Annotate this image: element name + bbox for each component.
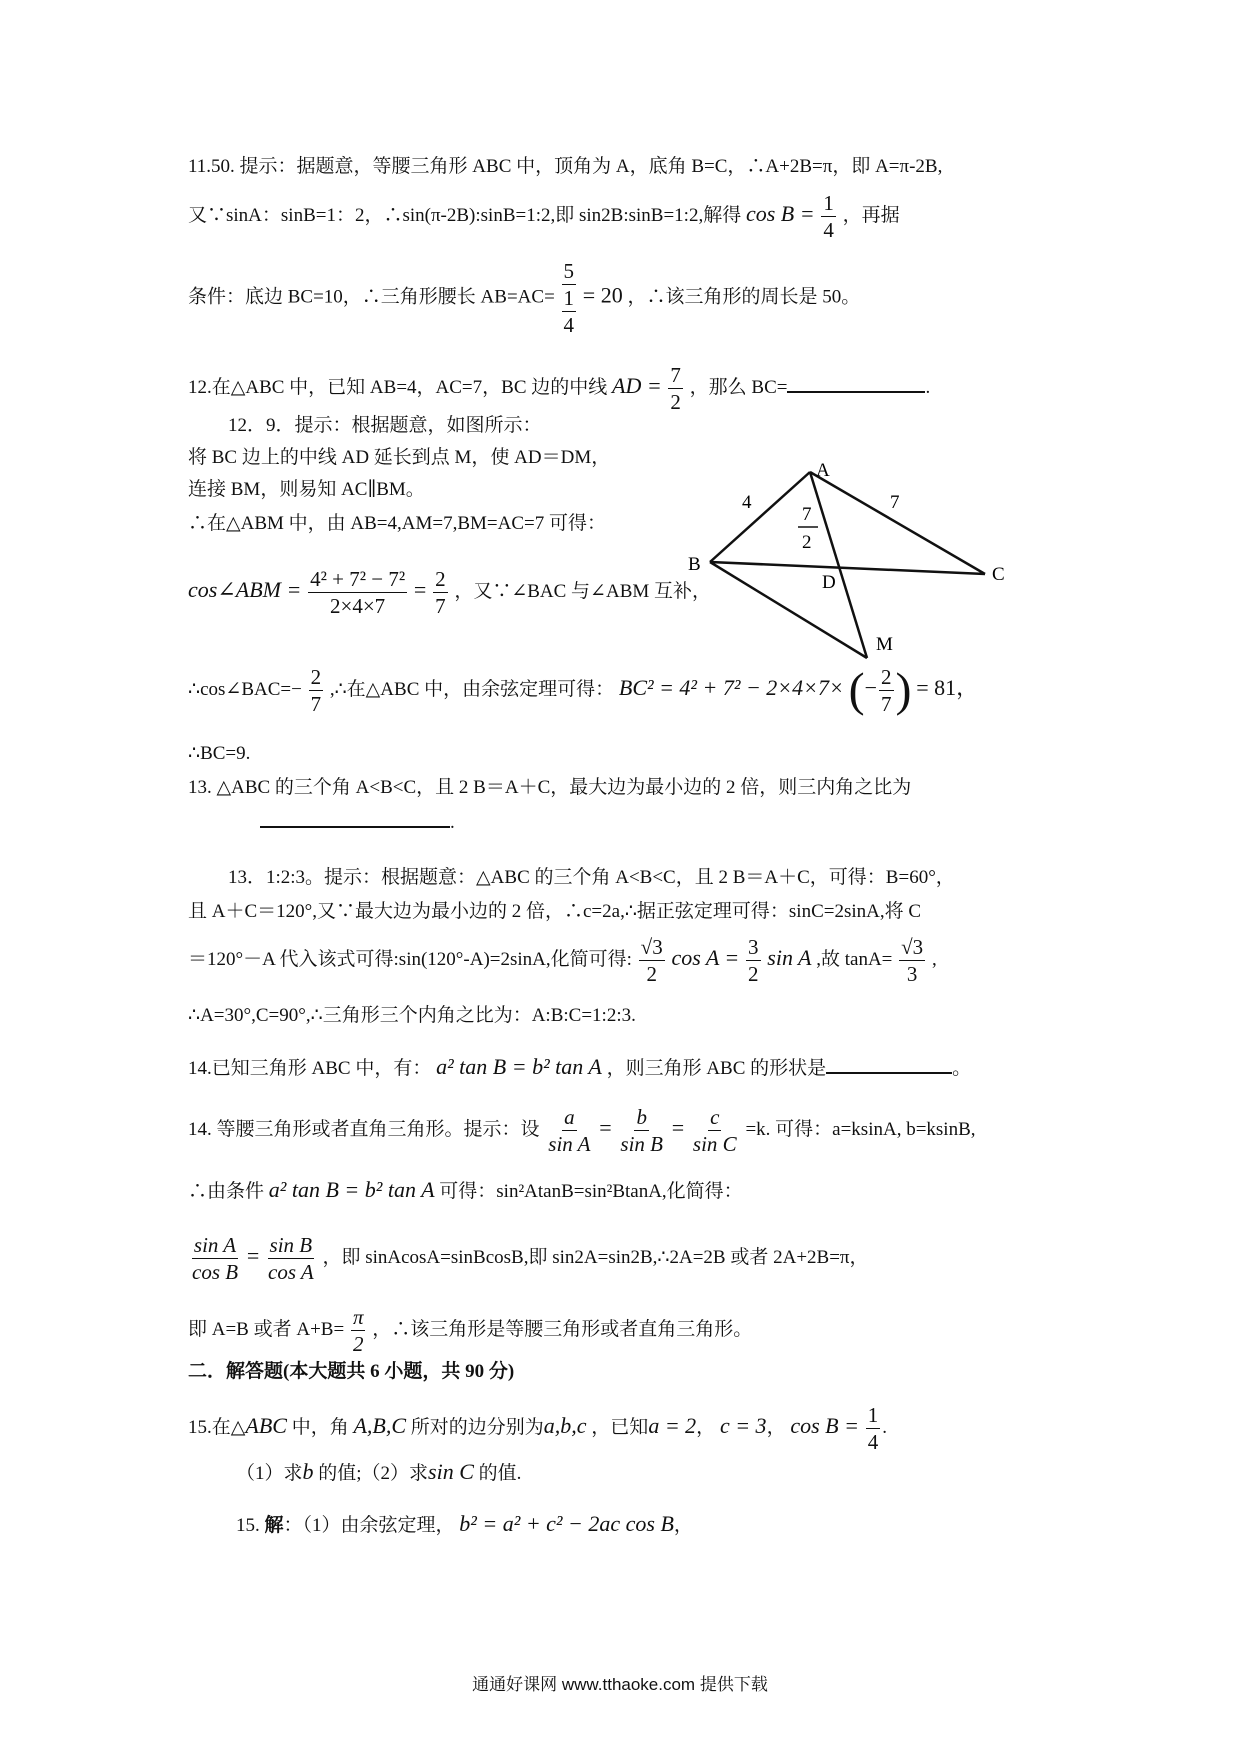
- q14-solution-3: $\frac{\text{sin A}}{\text{cos B}}$ = $\frac{\text{sin B}}{\text{cos A}}$ ，即 sinAcosA=sinBcosB,即 sin2A=sin2B,∴2A=2B 或者 2A+2B=π，: [192, 1233, 869, 1284]
- label-d: D: [822, 572, 836, 593]
- fraction: $\frac{2}{7}$: [435, 567, 446, 618]
- fraction: $\frac{\pi}{2}$: [352, 1305, 364, 1356]
- q12-solution-4: ∴在△ABM 中，由 AB=4,AM=7,BM=AC=7 可得：: [188, 513, 606, 534]
- q14-solution-1: 14. 等腰三角形或者直角三角形。提示：设 $\frac{a}{\text{sin A}}$ = $\frac{b}{\text{sin B}}$ = $\frac{c}{\text{sin C}}$ =k. 可得：a=ksinA, b=ksinB,: [188, 1105, 976, 1156]
- fraction: $\frac{a}{\text{sin A}}$: [548, 1105, 591, 1156]
- fraction: $\frac{2}{7}$: [310, 665, 322, 716]
- fraction: $\frac{3}{2}$: [748, 935, 759, 986]
- q11-cos: cos B =: [745, 200, 815, 226]
- q11-eq: = 20: [582, 282, 623, 308]
- fraction: $\frac{√3}{3}$: [901, 935, 924, 986]
- section-heading: 二．解答题(本大题共 6 小题，共 90 分): [188, 1361, 515, 1382]
- label-ad-num: 7: [802, 504, 812, 525]
- label-m: M: [876, 634, 893, 655]
- q11-text: ，∴该三角形的周长是 50。: [627, 286, 861, 308]
- q14-stem: 14.已知三角形 ABC 中，有： a² tan B = b² tan A ，则三角形 ABC 的形状是 。: [188, 1054, 972, 1079]
- fraction: $\frac{1}{4}$: [867, 1403, 879, 1454]
- q12-solution-3: 连接 BM，则易知 AC∥BM。: [188, 479, 425, 500]
- answer-blank: [826, 1054, 952, 1074]
- page-footer: 通通好课网 www.tthaoke.com 提供下载: [472, 1675, 768, 1694]
- q11-text: ，再据: [842, 204, 900, 226]
- fraction: $\frac{7}{2}$: [670, 363, 681, 414]
- q15-stem: 15.在△ABC 中，角 A,B,C 所对的边分别为a,b,c ，已知a = 2， c = 3， cos B = $\frac{1}{4}$ .: [188, 1403, 887, 1454]
- q12-cos-line: cos∠ABM = $\frac{\text{4² + 7² − 7²}}{2\times 4\times 7}$ = $\frac{2}{7}$ ，又∵∠BAC 与∠ABM 互补，: [188, 567, 712, 618]
- fraction: $\frac{√3}{2}$: [640, 935, 663, 986]
- q13-blank-line: .: [260, 808, 455, 835]
- label-ac-length: 7: [890, 492, 900, 513]
- segment-ab: [710, 472, 810, 562]
- answer-blank: [787, 373, 925, 393]
- segment-bc: [710, 562, 985, 574]
- q13-solution-3: ＝120°－A 代入该式可得:sin(120°-A)=2sinA,化简可得: $\frac{√3}{2}$ cos A = $\frac{3}{2}$ sin A ,故 tanA= $\frac{√3}{3}$ ,: [188, 935, 937, 986]
- q12-cos-bac-line: ∴cos∠BAC=− $\frac{2}{7}$ ,∴在△ABC 中，由余弦定理可得： BC² = 4² + 7² − 2×4×7× (− $\frac{2}{7}$ ) = 81，: [188, 663, 979, 717]
- q11-text: 条件：底边 BC=10，∴三角形腰长 AB=AC=: [188, 286, 555, 308]
- q13-solution-1: 13．1:2:3。提示：根据题意：△ABC 的三个角 A<B<C，且 2 B＝A＋C，可得：B=60°，: [228, 867, 955, 888]
- q12-solution-2: 将 BC 边上的中线 AD 延长到点 M，使 AD＝DM，: [188, 447, 611, 468]
- triangle-figure: [680, 458, 1010, 668]
- fraction: $\frac{\text{4² + 7² − 7²}}{2\times 4\times 7}$: [310, 567, 406, 618]
- paren-left: (: [848, 663, 865, 717]
- label-ab-length: 4: [742, 492, 752, 513]
- q13-stem: 13. △ABC 的三个角 A<B<C，且 2 B＝A＋C，最大边为最小边的 2 倍，则三内角之比为: [188, 777, 912, 798]
- q12-answer: ∴BC=9.: [188, 743, 251, 764]
- fraction: $\frac{2}{7}$: [881, 665, 892, 716]
- answer-blank: [260, 808, 450, 828]
- q12-solution-1: 12．9．提示：根据题意，如图所示：: [228, 415, 542, 436]
- label-b: B: [688, 554, 701, 575]
- label-c: C: [992, 564, 1005, 585]
- q13-solution-4: ∴A=30°,C=90°,∴三角形三个内角之比为：A:B:C=1:2:3.: [188, 1005, 636, 1026]
- fraction: $\frac{c}{\text{sin C}}$: [692, 1105, 737, 1156]
- q11-line1: 11.50. 提示：据题意，等腰三角形 ABC 中，顶角为 A，底角 B=C，∴A+2B=π，即 A=π-2B,: [188, 156, 943, 177]
- paren-right: ): [895, 663, 912, 717]
- q13-solution-2: 且 A＋C＝120°,又∵最大边为最小边的 2 倍，∴c=2a,∴据正弦定理可得：sinC=2sinA,将 C: [188, 901, 922, 922]
- q11-line2: [188, 190, 900, 243]
- fraction: $\frac{1}{4}$: [823, 191, 834, 242]
- q11-line3: [188, 258, 860, 338]
- q11-text: 又∵sinA：sinB=1：2，∴sin(π-2B):sinB=1:2,即 sin2B:sinB=1:2,解得: [188, 204, 742, 226]
- segment-bm: [710, 562, 867, 658]
- q15-solution: 15. 解：（1）由余弦定理， b² = a² + c² − 2ac cos B，: [236, 1511, 693, 1536]
- q14-solution-2: ∴由条件 a² tan B = b² tan A 可得：sin²AtanB=sin²BtanA,化简得：: [188, 1177, 743, 1202]
- label-a: A: [816, 460, 830, 481]
- label-ad-den: 2: [802, 532, 812, 553]
- q15-subquestions: （1）求b 的值;（2）求sin C 的值.: [236, 1459, 522, 1484]
- fraction: $\frac{\text{sin B}}{\text{cos A}}$: [268, 1233, 314, 1284]
- fraction: $\frac{b}{\text{sin B}}$: [620, 1105, 663, 1156]
- fraction: $\frac{\text{sin A}}{\text{cos B}}$: [192, 1233, 239, 1284]
- q14-solution-4: 即 A=B 或者 A+B= $\frac{\pi}{2}$ ，∴该三角形是等腰三角形或者直角三角形。: [188, 1305, 753, 1356]
- q12-stem: 12.在△ABC 中，已知 AB=4，AC=7，BC 边的中线 AD = $\frac{7}{2}$ ，那么 BC= .: [188, 363, 931, 414]
- compound-fraction: 5 1 4: [563, 259, 575, 337]
